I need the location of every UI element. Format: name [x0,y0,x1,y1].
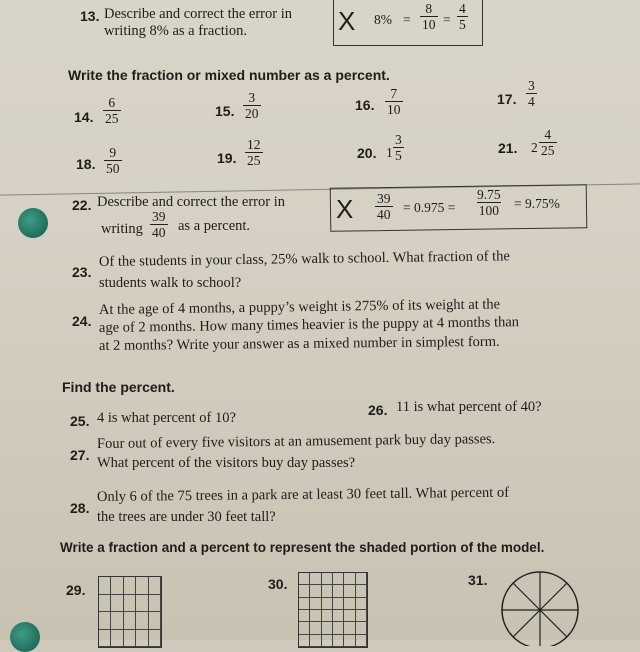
hole-punch-icon [18,208,48,238]
problem-13-lhs: 8% [374,12,392,27]
grid-cell [299,610,310,622]
problem-22-number: 22. [72,197,92,213]
problem-22-work-decimal: = 0.975 = [403,200,456,215]
grid-cell [333,610,344,622]
grid-cell [333,622,344,634]
problem-21-whole: 2 [531,140,538,155]
grid-cell [322,610,333,622]
grid-cell [111,577,123,595]
grid-cell [111,612,123,630]
problem-16-fraction: $\frac{7}{10}$ [387,86,401,117]
problem-24-line1: At the age of 4 months, a puppy’s weight is 275% of its weight at the [98,296,501,318]
problem-20-whole: 1 [386,145,393,160]
grid-cell [136,577,148,595]
model-31-number: 31. [468,572,488,588]
problem-22-work-fraction-1: $\frac{39}{40}$ [377,191,391,222]
grid-cell [310,573,321,585]
problem-19-fraction: $\frac{12}{25}$ [247,137,261,168]
grid-cell [310,635,321,647]
grid-cell [149,595,161,613]
problem-13-equals-1: = [403,12,411,27]
problem-24-number: 24. [72,313,92,329]
grid-cell [344,598,355,610]
grid-cell [344,622,355,634]
problem-19-number: 19. [217,150,237,166]
problem-26-number: 26. [368,402,388,418]
grid-cell [124,612,136,630]
grid-cell [356,622,367,634]
problem-14-fraction: $\frac{6}{25}$ [105,95,119,126]
grid-cell [356,635,367,647]
grid-cell [322,598,333,610]
problem-22-fraction: $\frac{39}{40}$ [152,209,166,240]
problem-22-work-result: = 9.75% [514,196,560,211]
problem-13-fraction-2: $\frac{4}{5}$ [459,1,466,32]
problem-13-line1: Describe and correct the error in [104,6,292,22]
problem-17-fraction: $\frac{3}{4}$ [528,78,535,109]
grid-cell [356,598,367,610]
problem-22-work-fraction-2: $\frac{9.75}{100}$ [477,187,501,218]
problem-14-number: 14. [74,109,94,125]
grid-cell [136,612,148,630]
problem-25-number: 25. [70,413,90,429]
problem-18-number: 18. [76,156,96,172]
grid-cell [149,577,161,595]
grid-cell [310,598,321,610]
problem-26-text: 11 is what percent of 40? [396,399,542,415]
problem-23-line2: students walk to school? [99,275,242,291]
grid-cell [322,622,333,634]
problem-23-line1: Of the students in your class, 25% walk to school. What fraction of the [98,248,510,270]
problem-13-equals-2: = [443,12,451,27]
problem-24-line3: at 2 months? Write your answer as a mixed number in simplest form. [98,333,500,354]
grid-cell [310,585,321,597]
problem-27-line1: Four out of every five visitors at an amusement park buy day passes. [96,431,496,452]
grid-cell [333,585,344,597]
grid-cell [356,585,367,597]
problem-22-rest: as a percent. [178,218,251,234]
grid-cell [99,630,111,648]
grid-cell [149,612,161,630]
grid-cell [310,610,321,622]
grid-cell [344,585,355,597]
problem-13-x-mark: X [338,6,356,36]
section-heading-fraction-to-percent: Write the fraction or mixed number as a percent. [68,67,390,83]
grid-cell [333,573,344,585]
grid-cell [299,585,310,597]
grid-cell [99,577,111,595]
grid-cell [344,610,355,622]
problem-28-line2: the trees are under 30 feet tall? [97,509,276,525]
grid-cell [124,577,136,595]
grid-cell [124,630,136,648]
problem-13-number: 13. [80,8,100,24]
grid-cell [99,595,111,613]
problem-18-fraction: $\frac{9}{50}$ [106,145,120,176]
grid-cell [322,635,333,647]
section-heading-shaded-model: Write a fraction and a percent to represent the shaded portion of the model. [60,540,545,555]
grid-cell [99,612,111,630]
problem-16-number: 16. [355,97,375,113]
grid-cell [322,573,333,585]
problem-17-number: 17. [497,91,517,107]
problem-21-number: 21. [498,140,518,156]
grid-cell [344,635,355,647]
grid-cell [124,595,136,613]
problem-22-writing: writing [101,221,143,237]
grid-cell [310,622,321,634]
grid-cell [356,573,367,585]
problem-22-line1: Describe and correct the error in [97,194,285,210]
problem-20-fraction: $\frac{3}{5}$ [395,132,402,163]
problem-13-line2: writing 8% as a fraction. [104,23,247,39]
grid-cell [322,585,333,597]
problem-28-line1: Only 6 of the 75 trees in a park are at least 30 feet tall. What percent of [96,484,510,505]
problem-22-x-mark: X [336,194,354,224]
problem-25-text: 4 is what percent of 10? [97,410,236,426]
problem-21-fraction: $\frac{4}{25}$ [541,127,555,158]
model-30-number: 30. [268,576,288,592]
problem-20-number: 20. [357,145,377,161]
model-30-grid [298,572,368,648]
problem-27-line2: What percent of the visitors buy day passes? [97,455,356,471]
grid-cell [111,595,123,613]
grid-cell [299,622,310,634]
problem-27-number: 27. [70,447,90,463]
grid-cell [333,598,344,610]
grid-cell [136,630,148,648]
grid-cell [344,573,355,585]
section-heading-find-percent: Find the percent. [62,379,175,395]
problem-15-number: 15. [215,103,235,119]
problem-15-fraction: $\frac{3}{20}$ [245,90,259,121]
grid-cell [149,630,161,648]
grid-cell [299,598,310,610]
grid-cell [333,635,344,647]
model-31-circle [498,566,588,646]
grid-cell [111,630,123,648]
grid-cell [299,635,310,647]
grid-cell [299,573,310,585]
hole-punch-icon [10,622,40,652]
problem-13-fraction-1: $\frac{8}{10}$ [422,1,436,32]
problem-24-line2: age of 2 months. How many times heavier is the puppy at 4 months than [98,314,520,336]
grid-cell [136,595,148,613]
model-29-number: 29. [66,582,86,598]
model-29-grid [98,576,162,648]
problem-28-number: 28. [70,500,90,516]
problem-23-number: 23. [72,264,92,280]
grid-cell [356,610,367,622]
